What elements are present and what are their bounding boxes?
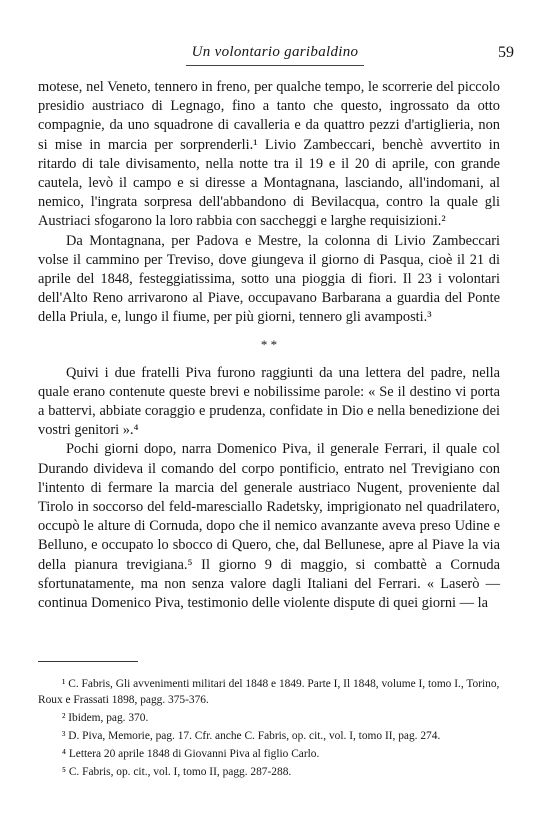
footnote-divider	[38, 661, 138, 662]
footnote-5: ⁵ C. Fabris, op. cit., vol. I, tomo II, pagg. 287-288.	[62, 766, 292, 778]
footnote-4: ⁴ Lettera 20 aprile 1848 di Giovanni Piva al figlio Carlo.	[62, 748, 320, 760]
section-separator: * *	[260, 336, 278, 352]
paragraph-montagnana: Da Montagnana, per Padova e Mestre, la colonna di Livio Zambeccari volse il cammino per Treviso, dove giungeva il giorno di Pasqua, cioè il 21 di aprile del 1848, festeggiatissima, sotto una pioggia di fiori. Il 23 i volontari dell'Alto Reno arrivarono al Piave, occupavano Barbarana a guardia del Ponte della Priula, e, lungo il fiume, per più giorni, tennero gli avamposti.³	[38, 232, 500, 326]
footnotes	[38, 676, 500, 782]
running-title: Un volontario garibaldino	[191, 44, 359, 60]
footnote-3: ³ D. Piva, Memorie, pag. 17. Cfr. anche C. Fabris, op. cit., vol. I, tomo II, pag. 274.	[62, 730, 441, 742]
running-header	[36, 44, 514, 64]
body-text	[38, 78, 500, 613]
footnote-2: ² Ibidem, pag. 370.	[62, 712, 149, 724]
header-underline	[186, 65, 364, 66]
paragraph-cornuda: Pochi giorni dopo, narra Domenico Piva, il generale Ferrari, il quale col Durando divideva il comando del corpo pontificio, entrato nel Trevigiano con l'intento di fermare la marcia del generale austriaco Nugent, proveniente dal Tirolo in soccorso del feld-maresciallo Radetsky, imprigionato nel quadrilatero, occupò le alture di Cornuda, dopo che il nemico avanzante aveva preso Udine e Belluno, e occupato lo sbocco di Quero, che, dal Bellunese, apre al Piave la via della pianura trevigiana.⁵ Il giorno 9 di maggio, si combattè a Cornuda sfortunatamente, ma non senza valore dagli Italiani del Ferrari. « Laserò — continua Domenico Piva, testimonio delle violente dispute di quei giorni — la	[38, 441, 500, 612]
paragraph-continuation: motese, nel Veneto, tennero in freno, per qualche tempo, le scorrerie del piccolo presidio austriaco di Legnago, fino a tanto che questo, ingrossato da otto compagnie, da uno squadrone di cavalleria e da quattro pezzi d'artiglieria, non si mise in marcia per sorprenderli.¹ Livio Zambeccari, benchè avvertito in ritardo di tale divisamento, nella notte tra il 19 e il 20 di aprile, con grande cautela, levò il campo e si diresse a Montagnana, lasciando, all'indomani, al nemico, l'ingrata sorpresa dell'abbandono di Bevilacqua, contro la quale gli Austriaci sfogarono la loro rabbia con saccheggi e larghe requisizioni.²	[38, 79, 500, 230]
page-number: 59	[498, 44, 514, 61]
paragraph-letter: Quivi i due fratelli Piva furono raggiunti da una lettera del padre, nella quale erano contenute queste brevi e nobilissime parole: « Se il destino vi porta a battervi, abbiate coraggio e prudenza, confidate in Dio e nella benedizione dei vostri genitori ».⁴	[38, 364, 500, 439]
footnote-1: ¹ C. Fabris, Gli avvenimenti militari del 1848 e 1849. Parte I, Il 1848, volume I, tomo I., Torino, Roux e Frassati 1898, pagg. 375-376.	[38, 678, 500, 706]
